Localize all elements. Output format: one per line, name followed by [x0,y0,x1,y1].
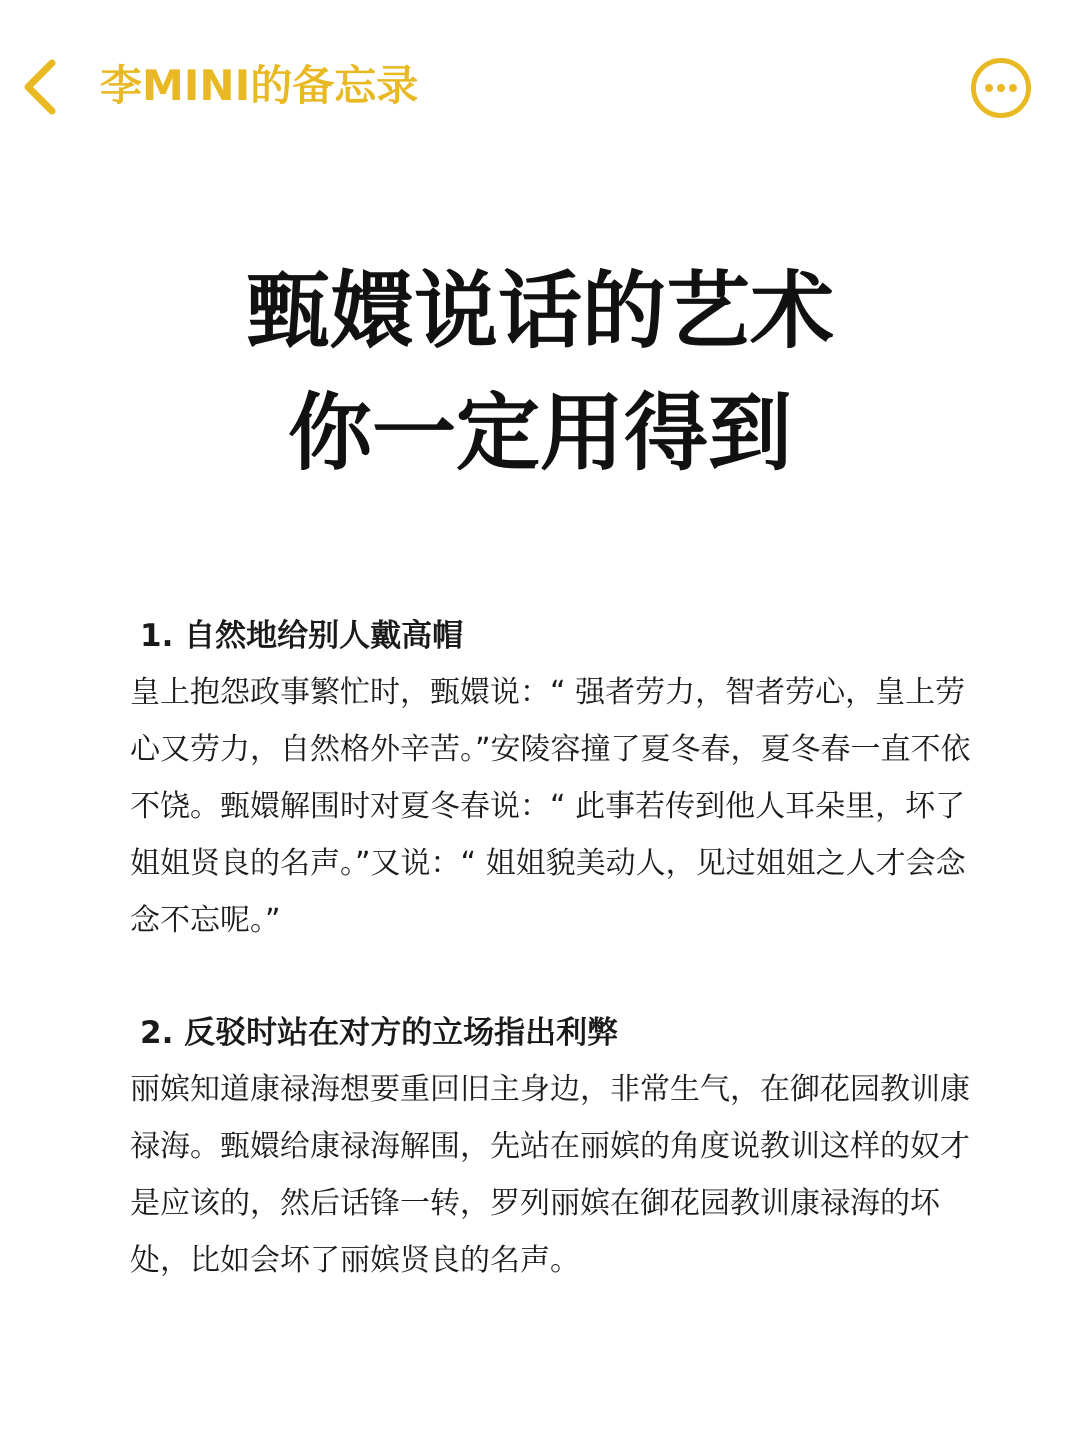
section-2 [130,1005,990,1289]
page-title [0,250,1080,494]
page-title-line-2: 你一定用得到 [287,384,792,482]
page-title-line-1: 甄嬛说话的艺术 [245,262,834,360]
section-heading: 1. 自然地给别人戴高帽 [140,618,464,654]
section-1 [130,608,990,949]
section-heading: 2. 反驳时站在对方的立场指出利弊 [140,1015,619,1051]
back-button[interactable] [18,55,68,119]
section-body: 丽嫔知道康禄海想要重回旧主身边，非常生气，在御花园教训康禄海。甄嬛给康禄海解围，先站在丽嫔的角度说教训这样的奴才是应该的，然后话锋一转，罗列丽嫔在御花园教训康禄海的坏处，比如会坏了丽嫔贤良的名声。 [130,1072,970,1278]
chevron-left-icon [18,55,68,119]
section-body: 皇上抱怨政事繁忙时，甄嬛说：“ 强者劳力，智者劳心，皇上劳心又劳力，自然格外辛苦。”安陵容撞了夏冬春，夏冬春一直不依不饶。甄嬛解围时对夏冬春说：“ 此事若传到他人耳朵里，坏了姐姐贤良的名声。”又说：“ 姐姐貌美动人，见过姐姐之人才会念念不忘呢。” [130,675,971,938]
nav-title: 李MINI的备忘录 [100,61,419,110]
more-options-button[interactable] [970,57,1032,119]
navbar [0,0,1080,175]
more-options-icon [970,57,1032,119]
